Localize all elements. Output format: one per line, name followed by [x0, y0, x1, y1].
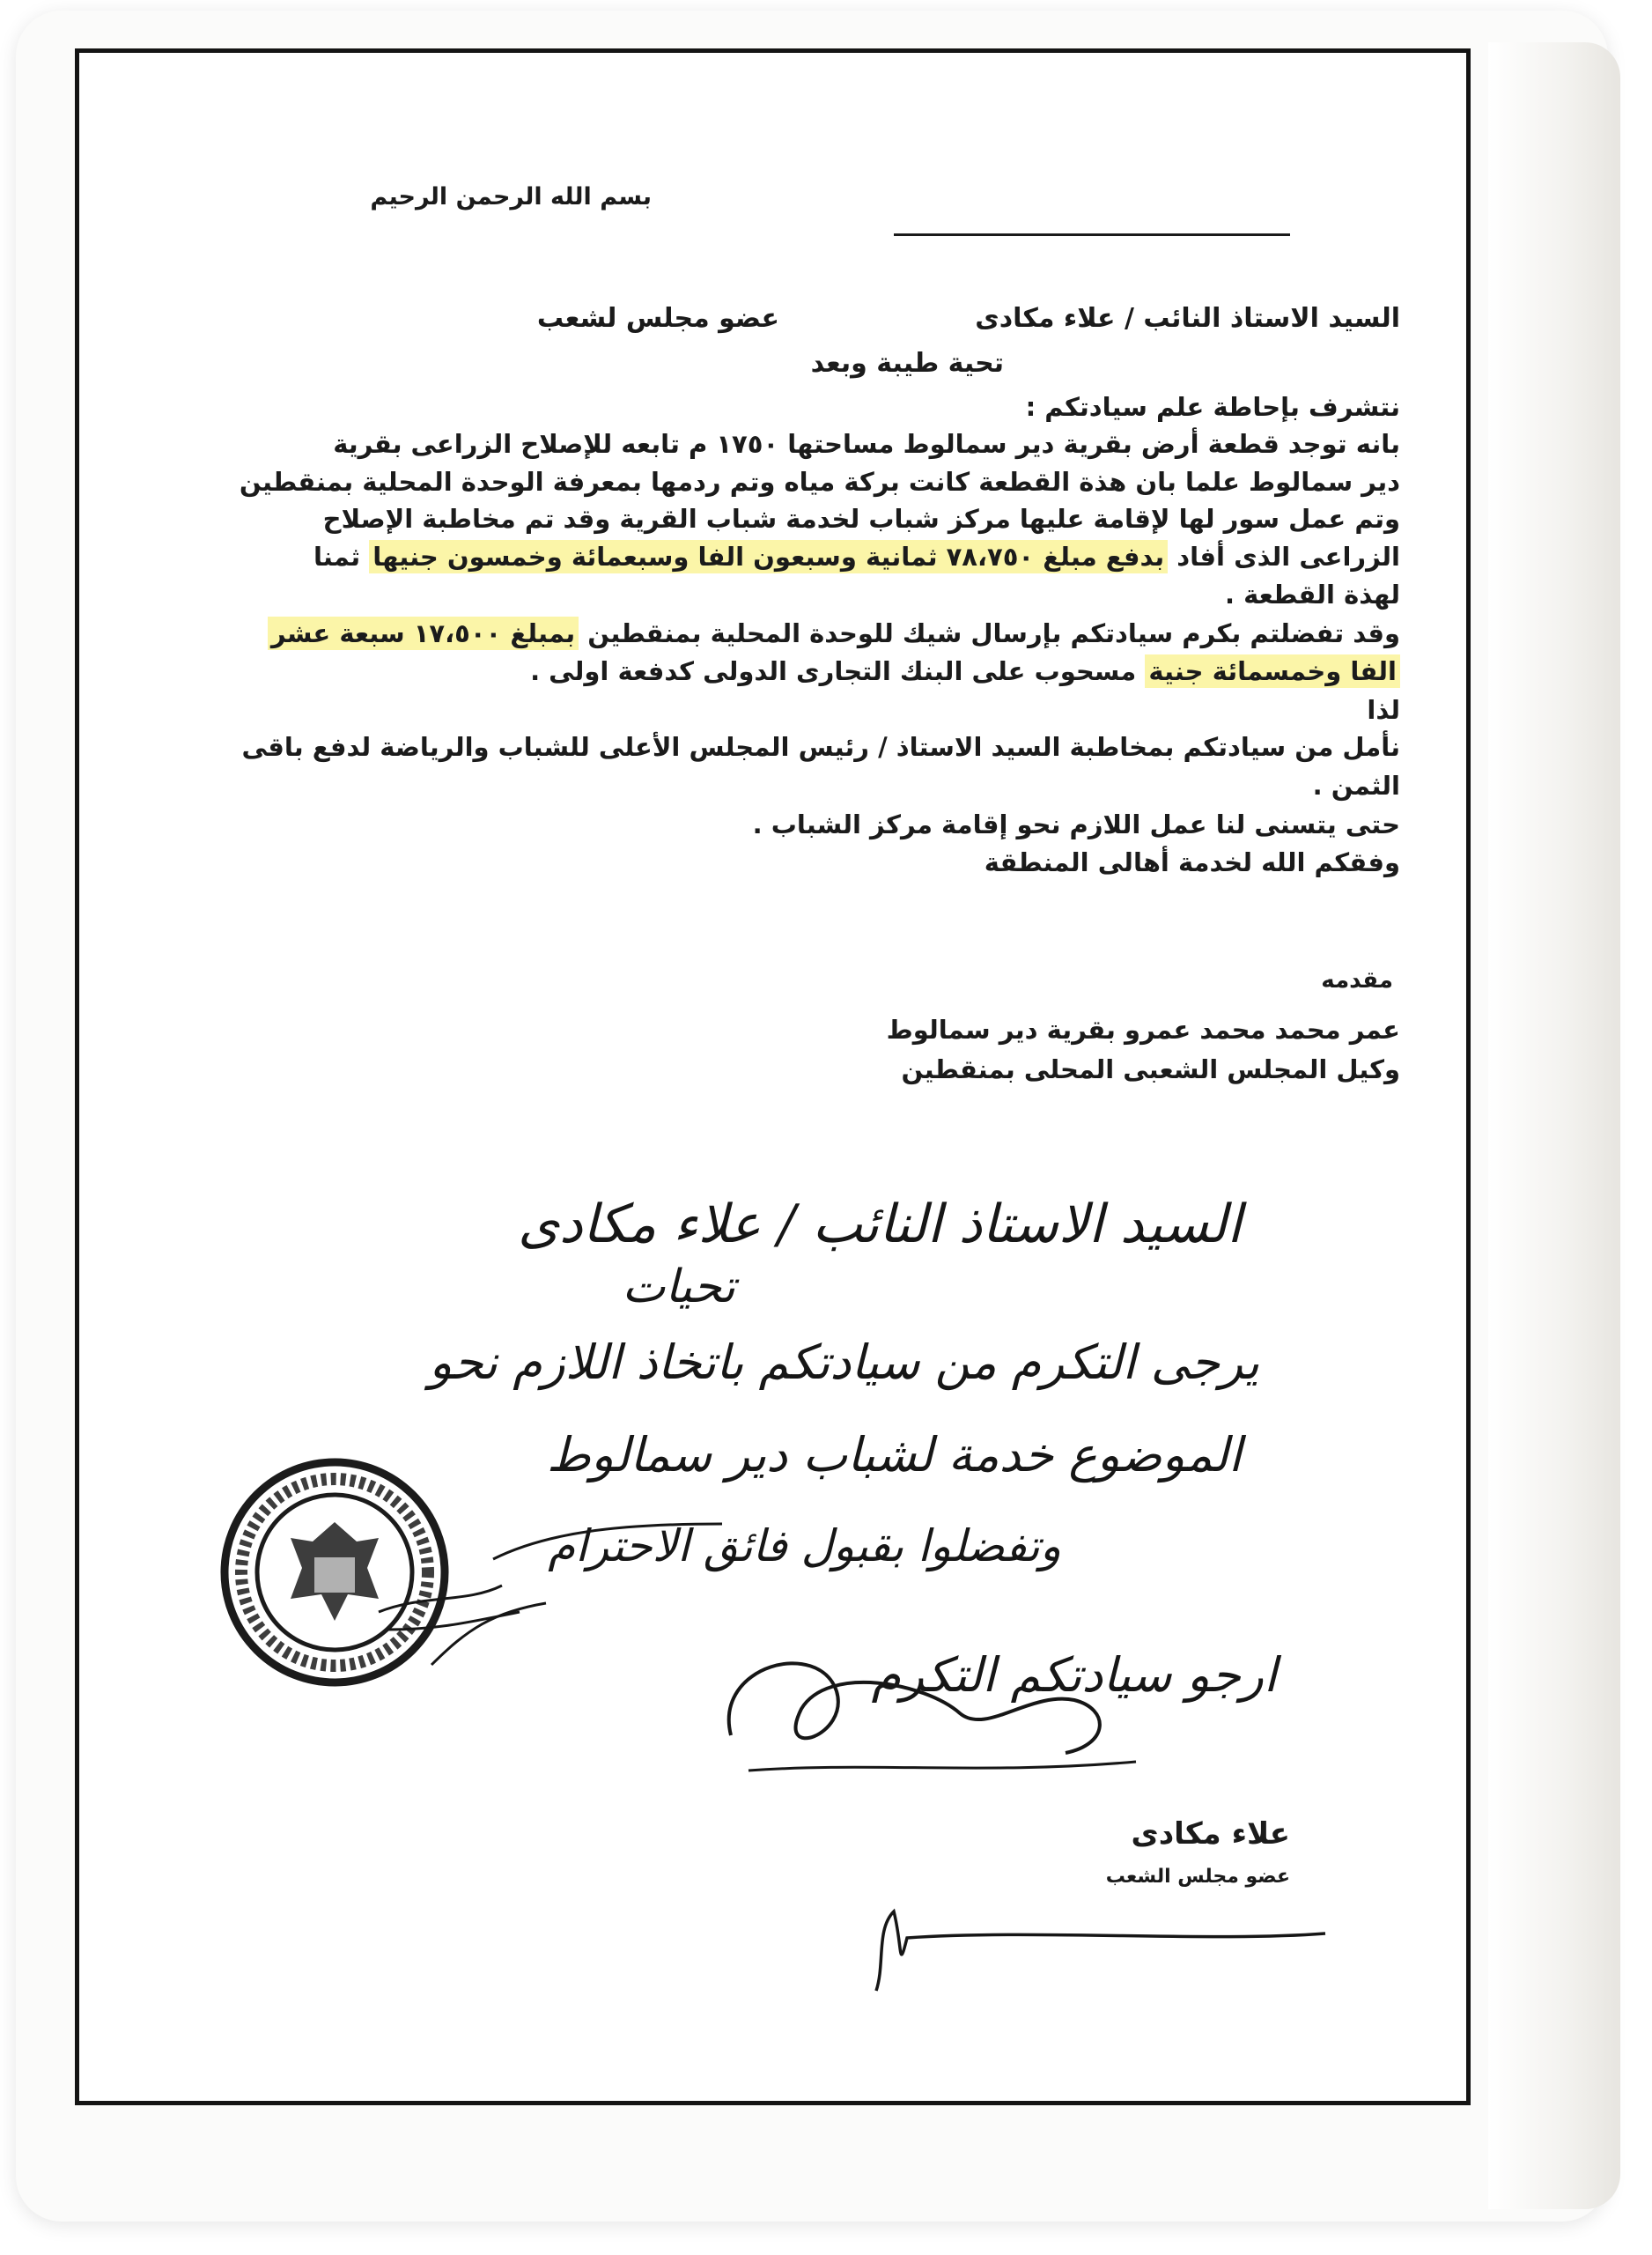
body-text: دير سمالوط علما بان هذة القطعة كانت بركة مياه وتم ردمها بمعرفة الوحدة المحلية بمنقطين — [239, 467, 1400, 497]
body-line — [1225, 582, 1400, 608]
body-text: نأمل من سيادتكم بمخاطبة السيد الاستاذ / رئيس المجلس الأعلى للشباب والرياضة لدفع باقى — [241, 732, 1400, 762]
body-text: بانه توجد قطعة أرض بقرية دير سمالوط مساحتها ١٧٥٠ م تابعه للإصلاح الزراعى بقرية — [333, 429, 1400, 459]
body-text: الثمن . — [1312, 771, 1400, 801]
handwritten-addressee: السيد الاستاذ النائب / علاء مكادى — [518, 1194, 1242, 1255]
body-line — [984, 847, 1400, 877]
body-text: مسحوب على البنك التجارى الدولى كدفعة اولى . — [530, 656, 1146, 686]
paper-edge — [1488, 42, 1620, 2209]
sender-role: وكيل المجلس الشعبى المحلى بمنقطين — [901, 1054, 1400, 1084]
body-line — [1025, 392, 1400, 422]
signatory-name: علاء مكادى — [1131, 1816, 1290, 1852]
signature-scrawl — [859, 1894, 1334, 2000]
body-text: الزراعى الذى أفاد — [1168, 542, 1400, 572]
body-text: لذا — [1367, 695, 1400, 725]
highlighted-amount: بدفع مبلغ ٧٨،٧٥٠ ثمانية وسبعون الفا وسبعمائة وخمسون جنيها — [369, 540, 1168, 573]
greeting: تحية طيبة وبعد — [810, 348, 1004, 379]
body-line — [241, 732, 1400, 762]
highlighted-amount: الفا وخمسمائة جنية — [1145, 654, 1400, 688]
body-line — [268, 618, 1400, 648]
signatory-title: عضو مجلس الشعب — [1105, 1866, 1290, 1888]
recipient-title: عضو مجلس لشعب — [536, 303, 779, 334]
body-line — [530, 656, 1400, 686]
stamp-signature-scribble — [370, 1497, 740, 1682]
body-text: وفقكم الله لخدمة أهالى المنطقة — [984, 847, 1400, 877]
handwritten-closing: وتفضلوا بقبول فائق الاحترام — [548, 1520, 1061, 1571]
body-line — [323, 506, 1400, 532]
body-text: حتى يتسنى لنا عمل اللازم نحو إقامة مركز الشباب . — [752, 810, 1400, 839]
body-line — [240, 469, 1400, 495]
document-page — [75, 48, 1471, 2105]
handwritten-request: يرجى التكرم من سيادتكم باتخاذ اللازم نحو — [429, 1335, 1259, 1390]
submitted-by-label: مقدمه — [1321, 967, 1393, 994]
handwritten-note: ارجو سيادتكم التكرم — [871, 1647, 1277, 1703]
body-text: وتم عمل سور لها لإقامة عليها مركز شباب لخدمة شباب القرية وقد تم مخاطبة الإصلاح — [322, 504, 1400, 534]
body-text: نتشرف بإحاطة علم سيادتكم : — [1025, 392, 1400, 422]
sender-line: عمر محمد محمد عمرو بقرية دير سمالوط — [886, 1015, 1400, 1045]
body-line — [1313, 773, 1400, 799]
highlighted-amount: بمبلغ ١٧،٥٠٠ سبعة عشر — [268, 617, 579, 650]
basmala: بسم الله الرحمن الرحيم — [370, 183, 652, 211]
recipient-line: السيد الاستاذ النائب / علاء مكادى — [975, 303, 1400, 334]
handwritten-greeting: تحيات — [622, 1261, 735, 1313]
body-line — [333, 429, 1400, 459]
handwritten-subject: الموضوع خدمة لشباب دير سمالوط — [546, 1427, 1242, 1482]
body-text: لهذة القطعة . — [1224, 580, 1400, 610]
body-line — [1367, 695, 1400, 725]
body-text: ثمنا — [313, 542, 370, 572]
handwritten-signature — [696, 1630, 1154, 1797]
body-line — [753, 812, 1400, 838]
header-rule — [894, 233, 1290, 236]
body-text: وقد تفضلتم بكرم سيادتكم بإرسال شيك للوحدة المحلية بمنقطين — [579, 618, 1400, 648]
body-line — [313, 544, 1400, 570]
